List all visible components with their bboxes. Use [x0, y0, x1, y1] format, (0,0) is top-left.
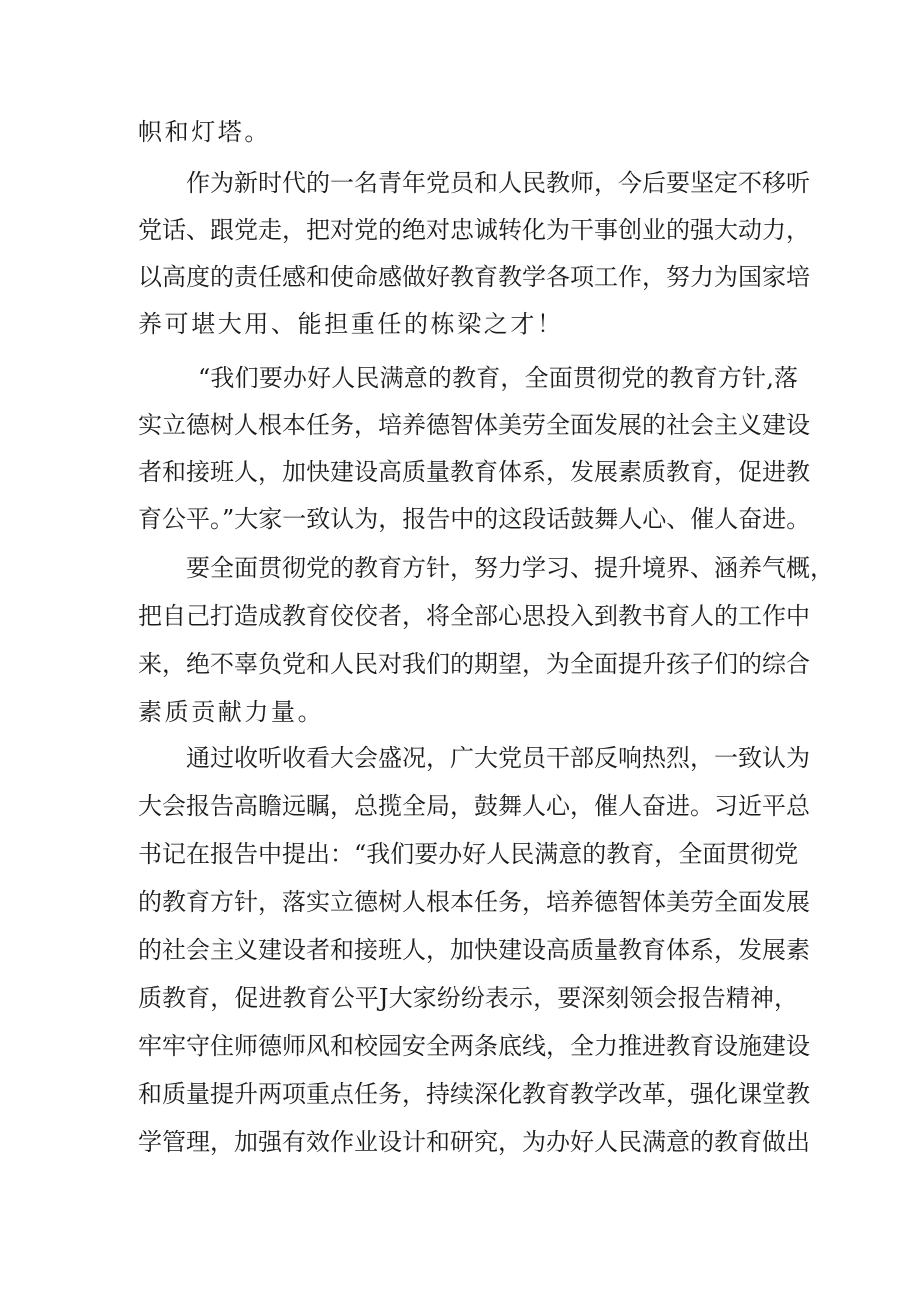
text-line: 素质贡献力量。 [138, 698, 325, 726]
text-line: 的教育方针，落实立德树人根本任务，培养德智体美劳全面发展 [138, 888, 810, 916]
text-line: 大会报告高瞻远瞩，总揽全局，鼓舞人心，催人奋进。习近平总 [138, 792, 810, 820]
text-line: 养可堪大用、能担重任的栋梁之才！ [138, 310, 564, 338]
text-line: 书记在报告中提出：“我们要办好人民满意的教育，全面贯彻党 [138, 840, 799, 868]
text-line: 和质量提升两项重点任务，持续深化教育教学改革，强化课堂教 [138, 1080, 810, 1108]
text-line: 以高度的责任感和使命感做好教育教学各项工作，努力为国家培 [138, 263, 810, 291]
text-line: 牢牢守住师德师风和校园安全两条底线，全力推进教育设施建设 [138, 1032, 810, 1060]
text-line: 帜和灯塔。 [138, 118, 271, 146]
text-line: 实立德树人根本任务，培养德智体美劳全面发展的社会主义建设 [138, 411, 810, 439]
text-line: 的社会主义建设者和接班人，加快建设高质量教育体系，发展素 [138, 936, 810, 964]
text-line: 来，绝不辜负党和人民对我们的期望，为全面提升孩子们的综合 [138, 650, 810, 678]
text-line: “我们要办好人民满意的教育，全面贯彻党的教育方针,落 [198, 364, 798, 392]
text-line: 育公平。”大家一致认为，报告中的这段话鼓舞人心、催人奋进。 [138, 505, 811, 533]
text-line: 要全面贯彻党的教育方针，努力学习、提升境界、涵养气概， [186, 554, 834, 582]
text-line: 者和接班人，加快建设高质量教育体系，发展素质教育，促进教 [138, 458, 810, 486]
text-line: 把自己打造成教育佼佼者，将全部心思投入到教书育人的工作中 [138, 602, 810, 630]
text-line: 作为新时代的一名青年党员和人民教师，今后要坚定不移听 [186, 169, 810, 197]
text-line: 党话、跟党走，把对党的绝对忠诚转化为干事创业的强大动力， [138, 216, 810, 244]
text-line: 学管理，加强有效作业设计和研究，为办好人民满意的教育做出 [138, 1128, 810, 1156]
text-line: 通过收听收看大会盛况，广大党员干部反响热烈，一致认为 [186, 744, 810, 772]
text-line: 质教育，促进教育公平J大家纷纷表示，要深刻领会报告精神， [138, 984, 798, 1012]
